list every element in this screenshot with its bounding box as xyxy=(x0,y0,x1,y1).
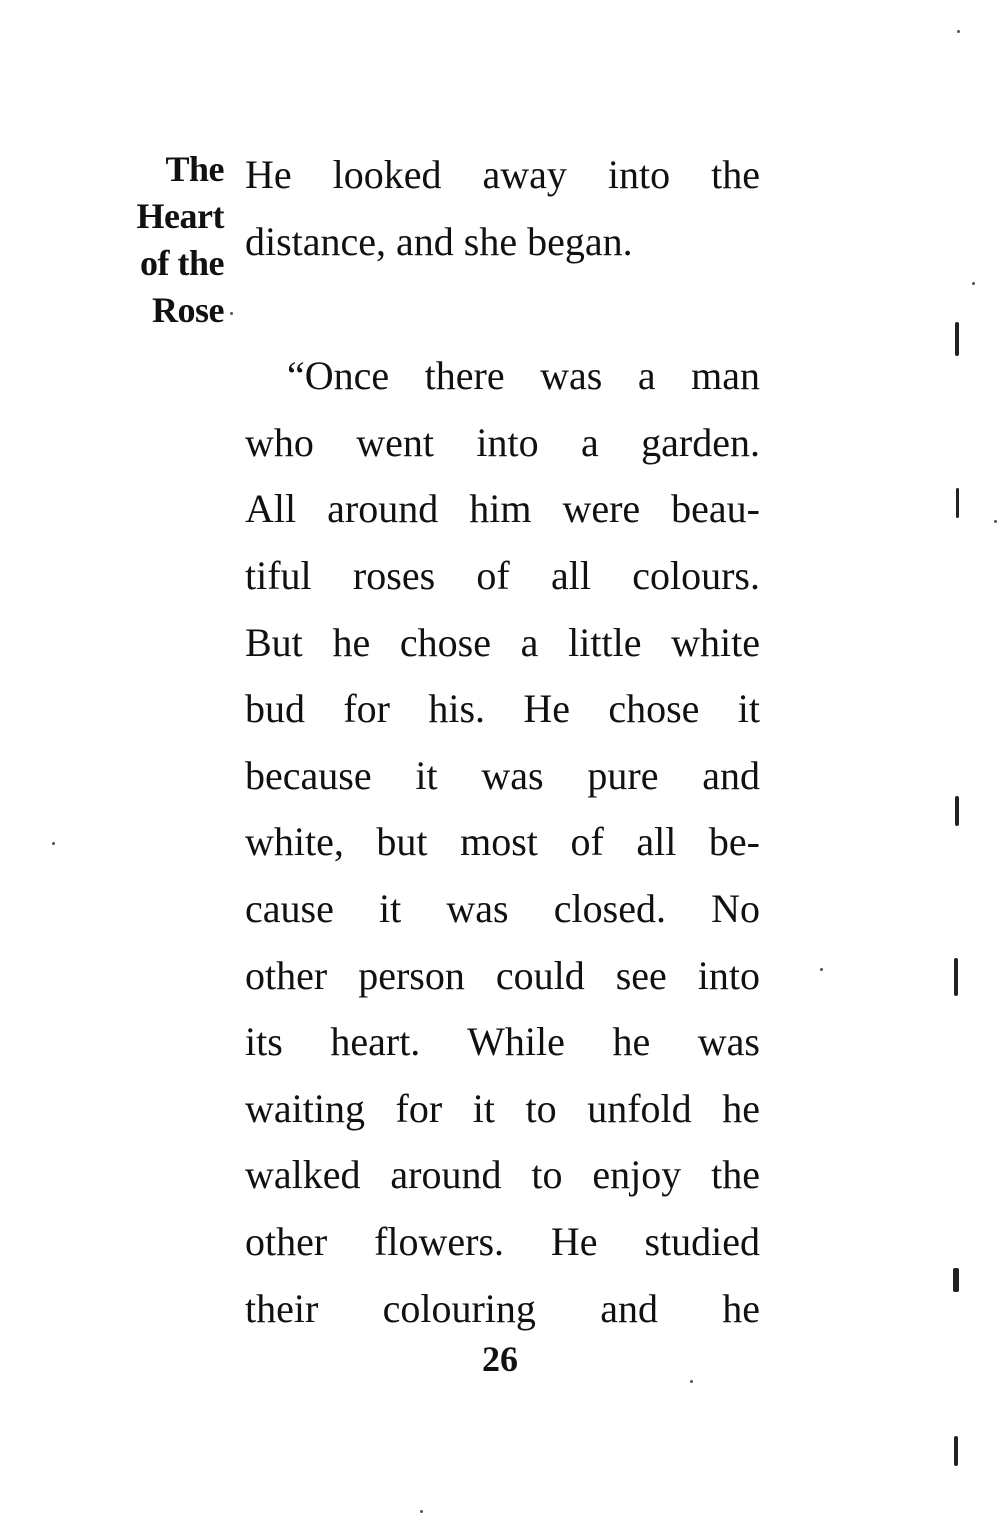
scan-speck xyxy=(690,1380,693,1383)
scan-artifact-mark xyxy=(956,488,959,518)
text-line: its heart. While he was xyxy=(245,1019,760,1065)
running-head-line: of the xyxy=(140,243,224,283)
scan-speck xyxy=(957,30,960,33)
text-line: other person could see into xyxy=(245,952,760,998)
running-head-line: Rose xyxy=(152,290,224,330)
scan-speck xyxy=(994,520,997,523)
text-line: But he chose a little white xyxy=(245,619,760,665)
running-head-line: Heart xyxy=(136,196,224,236)
text-line: walked around to enjoy the xyxy=(245,1152,760,1198)
text-line: waiting for it to unfold he xyxy=(245,1085,760,1131)
text-line: who went into a garden. xyxy=(245,419,760,465)
text-line: “Once there was a man xyxy=(287,353,760,399)
body-text xyxy=(245,142,760,1342)
scan-artifact-mark xyxy=(955,322,959,356)
scan-speck xyxy=(972,282,975,285)
scan-speck xyxy=(52,842,55,845)
text-line: their colouring and he xyxy=(245,1285,760,1331)
running-head xyxy=(112,146,224,334)
text-line: distance, and she began. xyxy=(245,218,633,264)
text-line: All around him were beau- xyxy=(245,486,760,532)
paragraph xyxy=(245,343,760,1342)
scan-speck xyxy=(420,1510,423,1513)
text-line: because it was pure and xyxy=(245,752,760,798)
text-line: other flowers. He studied xyxy=(245,1218,760,1264)
page-number: 26 xyxy=(482,1339,518,1379)
scan-speck xyxy=(820,968,823,971)
scan-speck xyxy=(230,312,233,315)
scan-artifact-mark xyxy=(955,796,959,826)
scan-artifact-mark xyxy=(953,1268,959,1292)
text-line: bud for his. He chose it xyxy=(245,686,760,732)
paragraph xyxy=(245,142,760,275)
text-line: cause it was closed. No xyxy=(245,885,760,931)
text-line: white, but most of all be- xyxy=(245,819,760,865)
scan-artifact-mark xyxy=(954,1436,958,1466)
running-head-line: The xyxy=(165,149,224,189)
paragraph-gap xyxy=(245,275,760,343)
text-line: tiful roses of all colours. xyxy=(245,552,760,598)
scan-artifact-mark xyxy=(954,958,958,996)
text-line: He looked away into the xyxy=(245,152,760,197)
